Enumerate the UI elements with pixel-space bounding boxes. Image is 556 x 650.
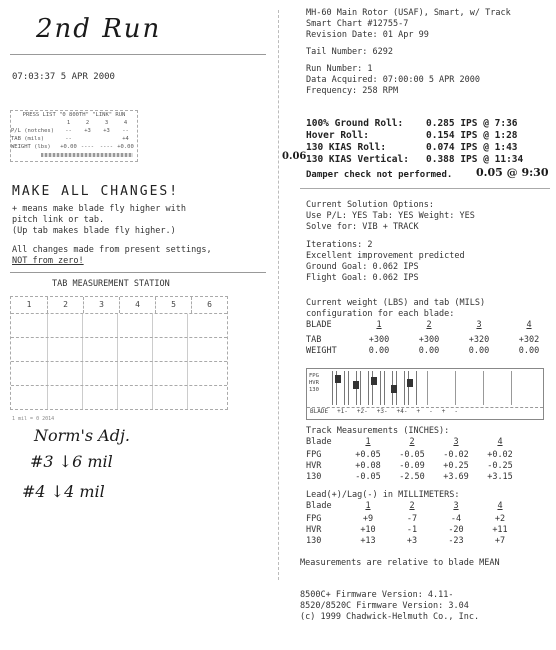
leadlag-value: -7 — [406, 514, 418, 524]
weight-tab-header-cell: 2 — [426, 320, 432, 330]
weight-tab-value: +300 — [418, 335, 440, 345]
adjustment-col-labels — [11, 119, 137, 127]
leadlag-value: -4 — [450, 514, 462, 524]
firmware-line: 8520/8520C Firmware Version: 3.04 — [300, 601, 469, 611]
row-value: +3 — [84, 128, 91, 134]
leadlag-title: Lead(+)/Lag(-) in MILLIMETERS: — [306, 490, 460, 500]
header-line: Run Number: 1 — [306, 64, 373, 74]
leadlag-header-cell: 3 — [453, 501, 459, 511]
track-value: -0.05 — [399, 450, 425, 460]
track-value: -0.09 — [399, 461, 425, 471]
weight-tab-value: +320 — [468, 335, 490, 345]
handwritten-damper-note: 0.05 @ 9:30 — [476, 166, 549, 179]
track-label: FPG — [306, 450, 322, 460]
row-value: +4 — [122, 136, 129, 142]
iteration-line: Ground Goal: 0.062 IPS — [306, 262, 419, 272]
track-value: +0.25 — [443, 461, 469, 471]
row-value: -- — [65, 136, 72, 142]
header-line: Tail Number: 6292 — [306, 47, 393, 57]
graph-blade-cell: +1- — [337, 408, 348, 415]
graph-marker — [353, 381, 359, 389]
header-line: Frequency: 258 RPM — [306, 86, 399, 96]
graph-marker — [371, 377, 377, 385]
iteration-line: Excellent improvement predicted — [306, 251, 465, 261]
handwritten-blade3-adj: #3 ↓6 mil — [30, 452, 113, 471]
report-header — [306, 8, 511, 97]
row-value: -- — [65, 128, 72, 134]
track-label: HVR — [306, 461, 322, 471]
leadlag-value: -1 — [406, 525, 418, 535]
graph-blade-cell: +2- — [356, 408, 368, 415]
vib-label: 130 KIAS Roll: — [306, 142, 387, 153]
col-label: 1 — [66, 120, 71, 126]
track-value: +0.02 — [487, 450, 513, 460]
leadlag-label: HVR — [306, 525, 322, 535]
vib-value: 0.388 IPS @ 11:34 — [426, 154, 524, 165]
leadlag-header-cell: 1 — [365, 501, 371, 511]
leadlag-value: +10 — [360, 525, 376, 535]
tab-station-title: TAB MEASUREMENT STATION — [52, 279, 170, 289]
tab-station-row — [11, 362, 227, 386]
station-col: 4 — [119, 297, 155, 313]
station-col: 2 — [47, 297, 83, 313]
weight-tab-label: WEIGHT — [306, 346, 337, 356]
graph-label: FPG — [309, 373, 319, 379]
solution-line: Current Solution Options: — [306, 200, 434, 210]
tab-station-row — [11, 314, 227, 338]
graph-marker — [407, 379, 413, 387]
track-measurements — [306, 426, 522, 483]
vib-row — [306, 130, 523, 142]
weight-tab-label: TAB — [306, 335, 322, 345]
graph-gridline — [427, 371, 428, 405]
tab-station-header-row — [11, 297, 227, 314]
weight-tab-value: 0.00 — [368, 346, 390, 356]
row-value: +0.00 — [117, 144, 134, 150]
graph-blade-cell: +3- — [376, 408, 388, 415]
note-line: NOT from zero! — [12, 256, 84, 266]
weight-tab-title: Current weight (LBS) and tab (MILS) — [306, 298, 486, 308]
graph-blade-cell: + — [416, 408, 421, 415]
tab-station-row — [11, 386, 227, 409]
sign-convention-notes — [12, 204, 186, 237]
track-value: +3.69 — [443, 472, 469, 482]
leadlag-value: +9 — [362, 514, 374, 524]
header-line: Data Acquired: 07:00:00 5 APR 2000 — [306, 75, 480, 85]
note-line: All changes made from present settings, — [12, 245, 212, 255]
track-row — [306, 450, 522, 461]
graph-blade-cell: +4- — [396, 408, 408, 415]
row-value: ---- — [80, 144, 95, 150]
make-all-changes-heading: MAKE ALL CHANGES! — [12, 184, 180, 199]
graph-blade-row — [310, 408, 458, 415]
vib-label: 100% Ground Roll: — [306, 118, 404, 129]
track-header — [306, 437, 522, 448]
track-header-cell: Blade — [306, 437, 332, 447]
weight-tab-value: 0.00 — [468, 346, 490, 356]
leadlag-label: FPG — [306, 514, 322, 524]
track-header-cell: 1 — [365, 437, 371, 447]
weight-tab-header-cell: 1 — [376, 320, 382, 330]
adjustment-row — [11, 127, 137, 135]
leadlag-value: +7 — [494, 536, 506, 546]
track-value: -2.50 — [399, 472, 425, 482]
col-label: 4 — [123, 120, 128, 126]
weight-tab-value: +300 — [368, 335, 390, 345]
vib-value: 0.154 IPS @ 1:28 — [426, 130, 518, 141]
graph-marker — [335, 375, 341, 383]
graph-gridline — [455, 371, 456, 405]
paper-perforation — [278, 10, 279, 580]
station-col: 5 — [155, 297, 191, 313]
handwritten-norms-adj: Norm's Adj. — [34, 426, 130, 445]
tab-station-row — [11, 338, 227, 362]
divider — [300, 188, 550, 189]
graph-blade-cell: - — [429, 408, 433, 415]
weight-tab-value: 0.00 — [418, 346, 440, 356]
row-value — [97, 135, 116, 143]
track-header-cell: 4 — [497, 437, 503, 447]
leadlag-header-cell: 4 — [497, 501, 503, 511]
weight-tab-header-cell: BLADE — [306, 320, 332, 330]
leadlag-row — [306, 514, 522, 525]
col-label: 2 — [85, 120, 90, 126]
graph-blade-cell: + — [441, 408, 446, 415]
graph-label: 130 — [309, 387, 319, 393]
weight-tab-header — [306, 320, 554, 331]
track-value: +0.08 — [355, 461, 381, 471]
track-row — [306, 472, 522, 483]
station-col: 6 — [191, 297, 227, 313]
firmware-line: 8500C+ Firmware Version: 4.11- — [300, 590, 454, 600]
header-line: Revision Date: 01 Apr 99 — [306, 30, 429, 40]
vib-label: 130 KIAS Vertical: — [306, 154, 409, 165]
row-value: +0.00 — [60, 144, 77, 150]
track-header-cell: 2 — [409, 437, 415, 447]
row-value: +3 — [103, 128, 110, 134]
adjustment-summary-box — [10, 110, 138, 162]
vib-label: Hover Roll: — [306, 130, 369, 141]
row-label: TAB (mils) — [11, 136, 45, 142]
track-value: +3.15 — [487, 472, 513, 482]
note-line: pitch link or tab. — [12, 215, 105, 225]
row-label: WEIGHT (lbs) — [11, 144, 51, 150]
divider — [10, 54, 266, 55]
row-value: -- — [122, 128, 129, 134]
leadlag-value: +3 — [406, 536, 418, 546]
adjustment-row — [11, 143, 137, 151]
handwritten-title: 2nd Run — [36, 14, 162, 44]
weight-tab-title: configuration for each blade: — [306, 309, 455, 319]
graph-gridline — [483, 371, 484, 405]
graph-blade-cell: - — [454, 408, 458, 415]
graph-blade-cell: BLADE — [310, 408, 329, 415]
footer-small: 1 mil = 0 2014 — [12, 416, 55, 422]
firmware-info — [300, 590, 479, 623]
weight-tab-row — [306, 335, 554, 346]
track-row — [306, 461, 522, 472]
leadlag-value: -23 — [448, 536, 464, 546]
col-label: 3 — [104, 120, 109, 126]
vibration-readings — [306, 118, 523, 166]
vib-row — [306, 118, 523, 130]
tab-station-grid — [10, 296, 228, 410]
solution-line: Use P/L: YES Tab: YES Weight: YES — [306, 211, 475, 221]
leadlag-header-cell: 2 — [409, 501, 415, 511]
leadlag-value: -20 — [448, 525, 464, 535]
vib-row — [306, 154, 523, 166]
header-line: MH-60 Main Rotor (USAF), Smart, w/ Track — [306, 8, 511, 18]
graph-row-labels — [309, 373, 319, 394]
handwritten-blade4-adj: #4 ↓4 mil — [22, 482, 105, 501]
weight-tab-row — [306, 346, 554, 357]
leadlag-label: 130 — [306, 536, 322, 546]
leadlag-row — [306, 536, 522, 547]
iteration-line: Flight Goal: 0.062 IPS — [306, 273, 419, 283]
row-label: P/L (notches) — [11, 128, 55, 134]
station-col: 3 — [83, 297, 119, 313]
track-header-cell: 3 — [453, 437, 459, 447]
leadlag-header-cell: Blade — [306, 501, 332, 511]
note-line: + means make blade fly higher with — [12, 204, 186, 214]
iteration-line: Iterations: 2 — [306, 240, 373, 250]
track-value: +0.05 — [355, 450, 381, 460]
weight-tab-section — [306, 298, 554, 357]
row-value — [78, 135, 97, 143]
weight-tab-header-cell: 3 — [476, 320, 482, 330]
track-graph — [306, 368, 544, 420]
weight-tab-value: 0.00 — [518, 346, 540, 356]
solution-line: Solve for: VIB + TRACK — [306, 222, 419, 232]
note-line: (Up tab makes blade fly higher.) — [12, 226, 176, 236]
lead-lag-measurements — [306, 490, 522, 547]
iteration-info — [306, 240, 465, 284]
firmware-line: (c) 1999 Chadwick-Helmuth Co., Inc. — [300, 612, 480, 622]
leadlag-header — [306, 501, 522, 512]
vib-value: 0.074 IPS @ 1:43 — [426, 142, 518, 153]
row-value: ---- — [99, 144, 114, 150]
weight-tab-header-cell: 4 — [526, 320, 532, 330]
track-value: -0.05 — [355, 472, 381, 482]
divider — [10, 272, 266, 273]
summary-shaded-bar — [41, 153, 133, 157]
track-label: 130 — [306, 472, 322, 482]
vib-value: 0.285 IPS @ 7:36 — [426, 118, 518, 129]
vib-row — [306, 142, 523, 154]
print-datetime: 07:03:37 5 APR 2000 — [12, 72, 115, 82]
handwritten-margin-note: 0.06 — [282, 151, 307, 162]
adjustment-summary-header: PRESS LIST "0 800TH" "LINK" RUN — [22, 112, 126, 118]
leadlag-value: +11 — [492, 525, 508, 535]
station-col: 1 — [26, 300, 32, 309]
leadlag-value: +13 — [360, 536, 376, 546]
leadlag-value: +2 — [494, 514, 506, 524]
leadlag-row — [306, 525, 522, 536]
track-value: -0.25 — [487, 461, 513, 471]
graph-marker — [391, 385, 397, 393]
header-line: Smart Chart #12755-7 — [306, 19, 409, 29]
weight-tab-value: +302 — [518, 335, 540, 345]
relative-note: Measurements are relative to blade MEAN — [300, 558, 500, 568]
track-title: Track Measurements (INCHES): — [306, 426, 450, 436]
damper-line: Damper check not performed. — [306, 170, 453, 180]
graph-gridline — [511, 371, 512, 405]
track-value: -0.02 — [443, 450, 469, 460]
present-settings-notes — [12, 245, 212, 267]
adjustment-row — [11, 135, 137, 143]
graph-label: HVR — [309, 380, 319, 386]
solution-options — [306, 200, 475, 233]
